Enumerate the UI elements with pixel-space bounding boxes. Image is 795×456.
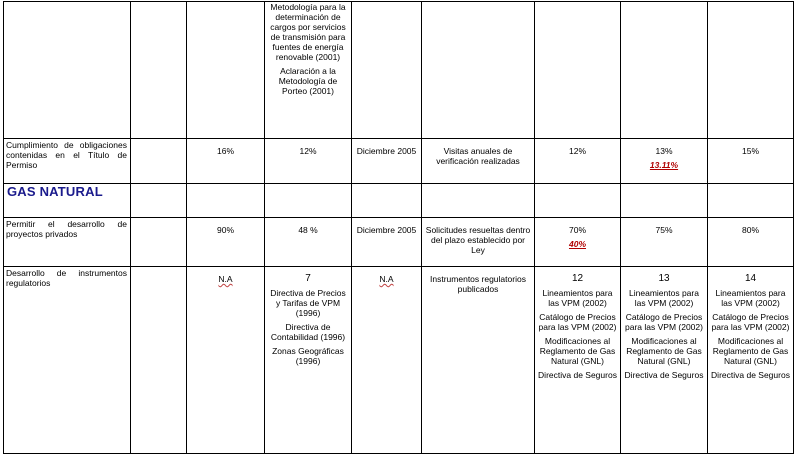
cell-value: 48 % xyxy=(265,218,352,267)
instrument-count: 13 xyxy=(658,273,670,284)
na-value: N.A xyxy=(218,274,233,284)
instrument-item: Modificaciones al Reglamento de Gas Natural (GNL) xyxy=(626,336,702,366)
cell-empty xyxy=(187,184,265,218)
table-row-cumplimiento xyxy=(4,139,794,184)
cell-value: 75% xyxy=(621,218,708,267)
instrument-item: Directiva de Precios y Tarifas de VPM (1996) xyxy=(270,288,346,318)
instrument-item: Zonas Geográficas (1996) xyxy=(272,346,344,366)
cell-empty xyxy=(352,184,422,218)
table-row-desarrollo xyxy=(4,267,794,454)
table-row-permitir xyxy=(4,218,794,267)
cell-value xyxy=(187,267,265,454)
cell-value: 12% xyxy=(265,139,352,184)
cell-instruments xyxy=(535,267,621,454)
cell-instruments xyxy=(265,267,352,454)
row-label: Permitir el desarrollo de proyectos privados xyxy=(4,218,131,267)
na-value: N.A xyxy=(379,274,394,284)
instrument-item: Modificaciones al Reglamento de Gas Natural (GNL) xyxy=(539,336,616,366)
cell-indicator: Instrumentos regulatorios publicados xyxy=(422,267,535,454)
instrument-item: Catálogo de Precios para las VPM (2002) xyxy=(538,312,617,332)
section-title: GAS NATURAL xyxy=(4,184,131,218)
cell-instruments xyxy=(621,267,708,454)
cell-value: 16% xyxy=(187,139,265,184)
cell-value: 15% xyxy=(708,139,794,184)
methodology-item: Metodología para la determinación de cargos por servicios de transmisión para fuentes de energía renovable (2001) xyxy=(270,2,346,62)
instrument-item: Lineamientos para las VPM (2002) xyxy=(542,288,613,308)
instrument-item: Directiva de Seguros xyxy=(538,370,617,380)
indicators-table xyxy=(3,1,794,454)
cell-indicator: Visitas anuales de verificación realizadas xyxy=(422,139,535,184)
row-label: Cumplimiento de obligaciones contenidas en el Título de Permiso xyxy=(4,139,131,184)
table-row-section xyxy=(4,184,794,218)
cell-top-c7 xyxy=(621,2,708,139)
instrument-item: Catálogo de Precios para las VPM (2002) xyxy=(625,312,703,332)
cell-instruments xyxy=(708,267,794,454)
cell-value-text: 13% xyxy=(655,146,673,156)
actual-value-note: 13.11% xyxy=(649,160,679,170)
cell-empty xyxy=(131,218,187,267)
cell-top-c5 xyxy=(422,2,535,139)
instrument-count: 14 xyxy=(744,273,757,284)
instrument-item: Directiva de Contabilidad (1996) xyxy=(270,322,346,342)
methodology-item: Aclaración a la Metodología de Porteo (2001) xyxy=(278,66,338,96)
instrument-item: Directiva de Seguros xyxy=(624,370,704,380)
cell-value-text: 70% xyxy=(568,225,586,235)
cell-value xyxy=(621,139,708,184)
cell-date: Diciembre 2005 xyxy=(352,218,422,267)
instrument-item: Directiva de Seguros xyxy=(711,370,790,380)
cell-empty xyxy=(265,184,352,218)
instrument-count: 7 xyxy=(305,273,311,284)
cell-empty xyxy=(422,184,535,218)
cell-empty xyxy=(131,267,187,454)
cell-value xyxy=(535,218,621,267)
instrument-count: 12 xyxy=(571,273,584,284)
table-row-top xyxy=(4,2,794,139)
instrument-item: Lineamientos para las VPM (2002) xyxy=(629,288,699,308)
cell-indicator: Solicitudes resueltas dentro del plazo establecido por Ley xyxy=(422,218,535,267)
cell-top-c6 xyxy=(535,2,621,139)
cell-top-label xyxy=(4,2,131,139)
cell-date: Diciembre 2005 xyxy=(352,139,422,184)
cell-top-c1 xyxy=(131,2,187,139)
cell-top-c4 xyxy=(352,2,422,139)
row-label: Desarrollo de instrumentos regulatorios xyxy=(4,267,131,454)
cell-empty xyxy=(131,139,187,184)
instrument-item: Lineamientos para las VPM (2002) xyxy=(715,288,786,308)
cell-empty xyxy=(131,184,187,218)
instrument-item: Modificaciones al Reglamento de Gas Natural (GNL) xyxy=(712,336,789,366)
cell-value xyxy=(352,267,422,454)
cell-top-c8 xyxy=(708,2,794,139)
cell-empty xyxy=(708,184,794,218)
cell-empty xyxy=(621,184,708,218)
cell-value: 90% xyxy=(187,218,265,267)
instrument-item: Catálogo de Precios para las VPM (2002) xyxy=(711,312,790,332)
cell-value: 12% xyxy=(535,139,621,184)
cell-value: 80% xyxy=(708,218,794,267)
actual-value-note: 40% xyxy=(568,239,586,249)
cell-top-c2 xyxy=(187,2,265,139)
cell-empty xyxy=(535,184,621,218)
cell-top-c3 xyxy=(265,2,352,139)
